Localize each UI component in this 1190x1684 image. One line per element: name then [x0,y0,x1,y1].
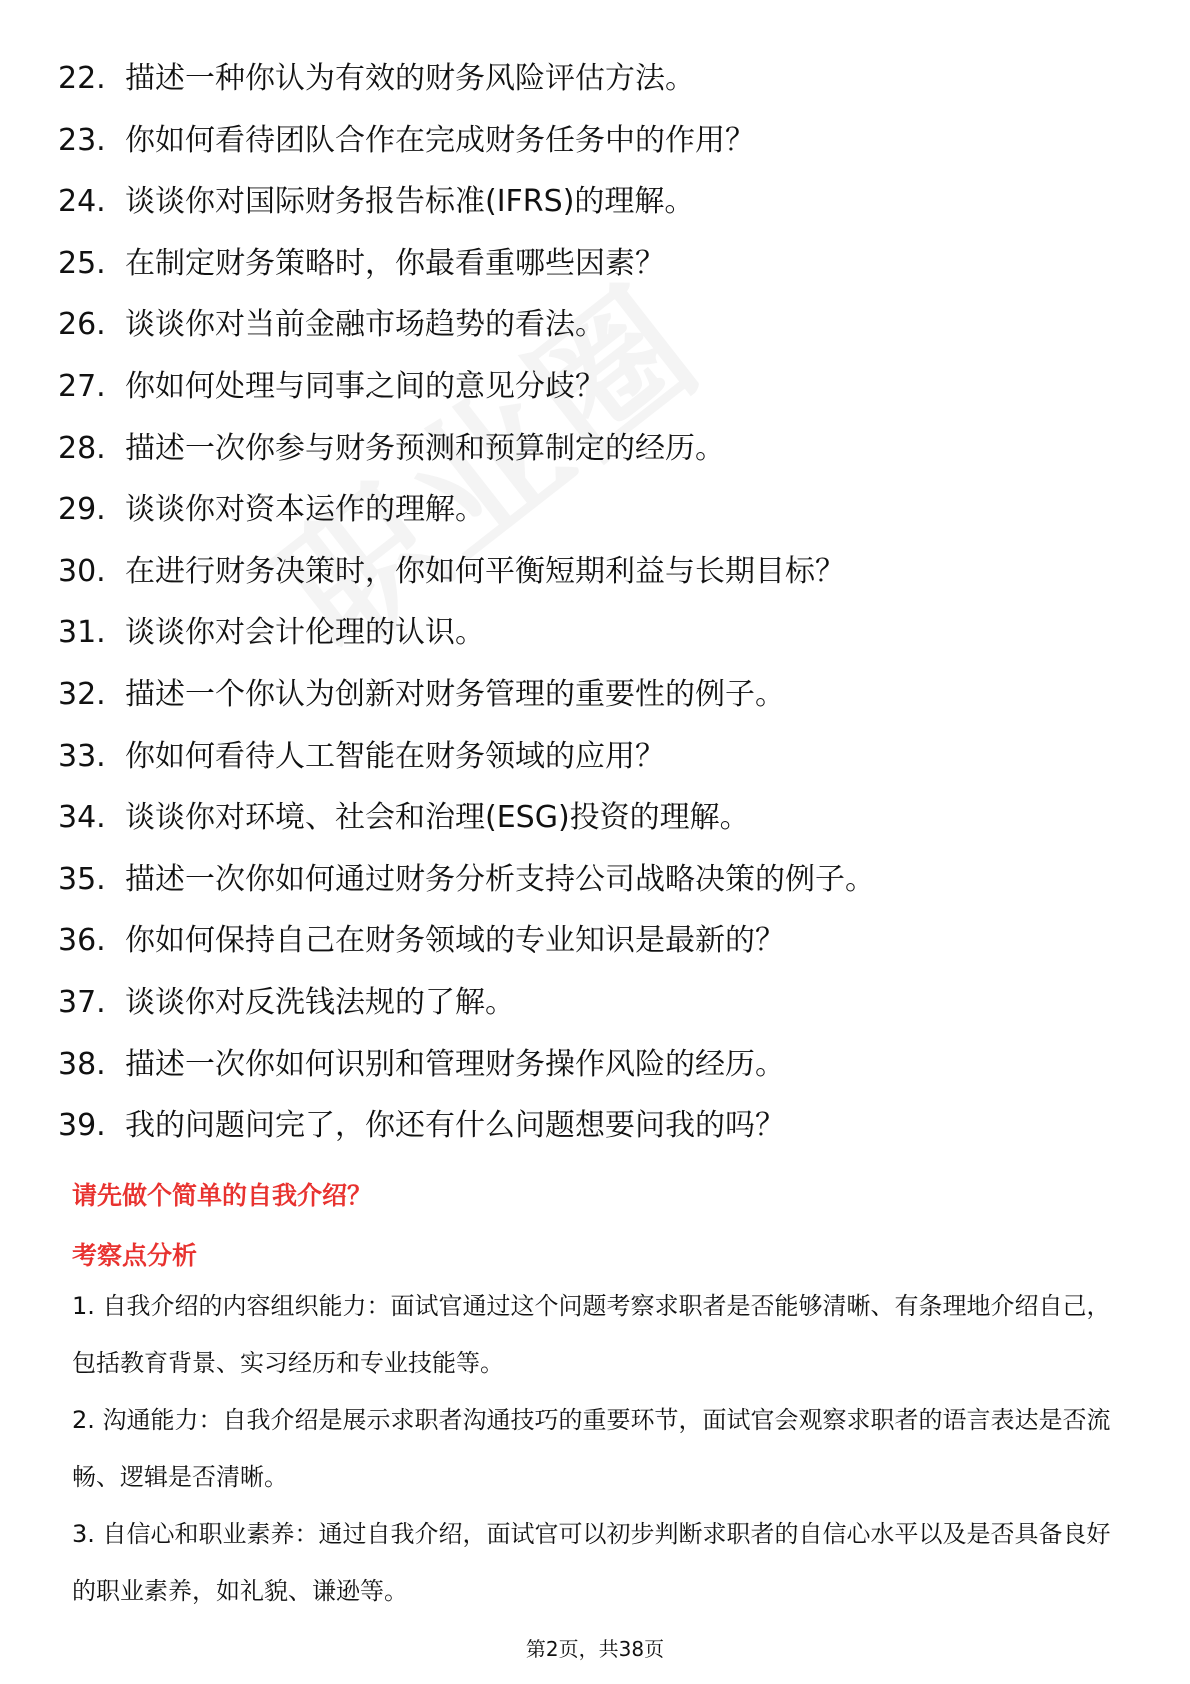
question-heading: 请先做个简单的自我介绍？ [72,1181,373,1210]
question-item [58,1034,875,1096]
question-item [58,972,875,1034]
question-text: 描述一次你参与财务预测和预算制定的经历。 [125,430,725,466]
question-list [58,48,875,1157]
question-text: 你如何看待团队合作在完成财务任务中的作用？ [125,122,755,158]
question-text: 描述一次你如何识别和管理财务操作风险的经历。 [125,1046,785,1082]
question-text: 描述一种你认为有效的财务风险评估方法。 [125,61,695,96]
question-item [58,787,875,849]
question-text: 你如何保持自己在财务领域的专业知识是最新的？ [125,923,785,959]
question-text: 你如何处理与同事之间的意见分歧？ [125,368,605,404]
question-item [58,479,875,541]
question-text: 在进行财务决策时，你如何平衡短期利益与长期目标？ [125,553,845,589]
question-text: 谈谈你对国际财务报告标准(IFRS)的理解。 [125,184,695,220]
question-number: 25. [58,245,106,281]
question-item [58,233,875,295]
question-number: 33. [58,738,106,774]
question-item [58,171,875,233]
question-item [58,726,875,788]
question-item [58,294,875,356]
question-number: 36. [58,923,106,959]
analysis-point: 3. 自信心和职业素养：通过自我介绍，面试官可以初步判断求职者的自信心水平以及是否具备良好的职业素养，如礼貌、谦逊等。 [72,1520,1111,1605]
question-number: 31. [58,615,106,651]
question-item [58,110,875,172]
question-number: 30. [58,553,106,589]
question-number: 27. [58,368,106,404]
question-number: 22. [58,61,106,96]
question-item [58,418,875,480]
question-number: 38. [58,1046,106,1082]
question-number: 28. [58,430,106,466]
analysis-heading: 考察点分析 [72,1241,198,1270]
question-text: 谈谈你对反洗钱法规的了解。 [125,984,515,1020]
analysis-point: 2. 沟通能力：自我介绍是展示求职者沟通技巧的重要环节，面试官会观察求职者的语言表达是否流畅、逻辑是否清晰。 [72,1406,1111,1491]
question-item [58,910,875,972]
question-text: 谈谈你对会计伦理的认识。 [125,615,485,651]
question-item [58,664,875,726]
question-number: 23. [58,122,106,158]
question-text: 在制定财务策略时，你最看重哪些因素？ [125,245,665,281]
question-number: 32. [58,676,106,712]
question-number: 29. [58,492,106,528]
question-text: 你如何看待人工智能在财务领域的应用？ [125,738,665,774]
question-item [58,602,875,664]
analysis-point: 1. 自我介绍的内容组织能力：面试官通过这个问题考察求职者是否能够清晰、有条理地介绍自己，包括教育背景、实习经历和专业技能等。 [72,1292,1111,1377]
question-item [58,849,875,911]
page-number: 第2页，共38页 [525,1637,665,1661]
question-text: 谈谈你对环境、社会和治理(ESG)投资的理解。 [125,800,750,836]
question-text: 描述一个你认为创新对财务管理的重要性的例子。 [125,676,785,712]
question-item [58,48,875,110]
analysis-list [72,1278,1122,1620]
question-text: 描述一次你如何通过财务分析支持公司战略决策的例子。 [125,861,875,897]
question-item [58,541,875,603]
question-number: 35. [58,861,106,897]
question-number: 24. [58,184,106,220]
question-text: 我的问题问完了，你还有什么问题想要问我的吗？ [125,1108,785,1144]
question-text: 谈谈你对资本运作的理解。 [125,492,485,528]
question-item [58,356,875,418]
question-number: 34. [58,800,106,836]
question-text: 谈谈你对当前金融市场趋势的看法。 [125,307,605,343]
question-number: 37. [58,984,106,1020]
question-number: 26. [58,307,106,343]
question-number: 39. [58,1108,106,1144]
question-item [58,1095,875,1157]
